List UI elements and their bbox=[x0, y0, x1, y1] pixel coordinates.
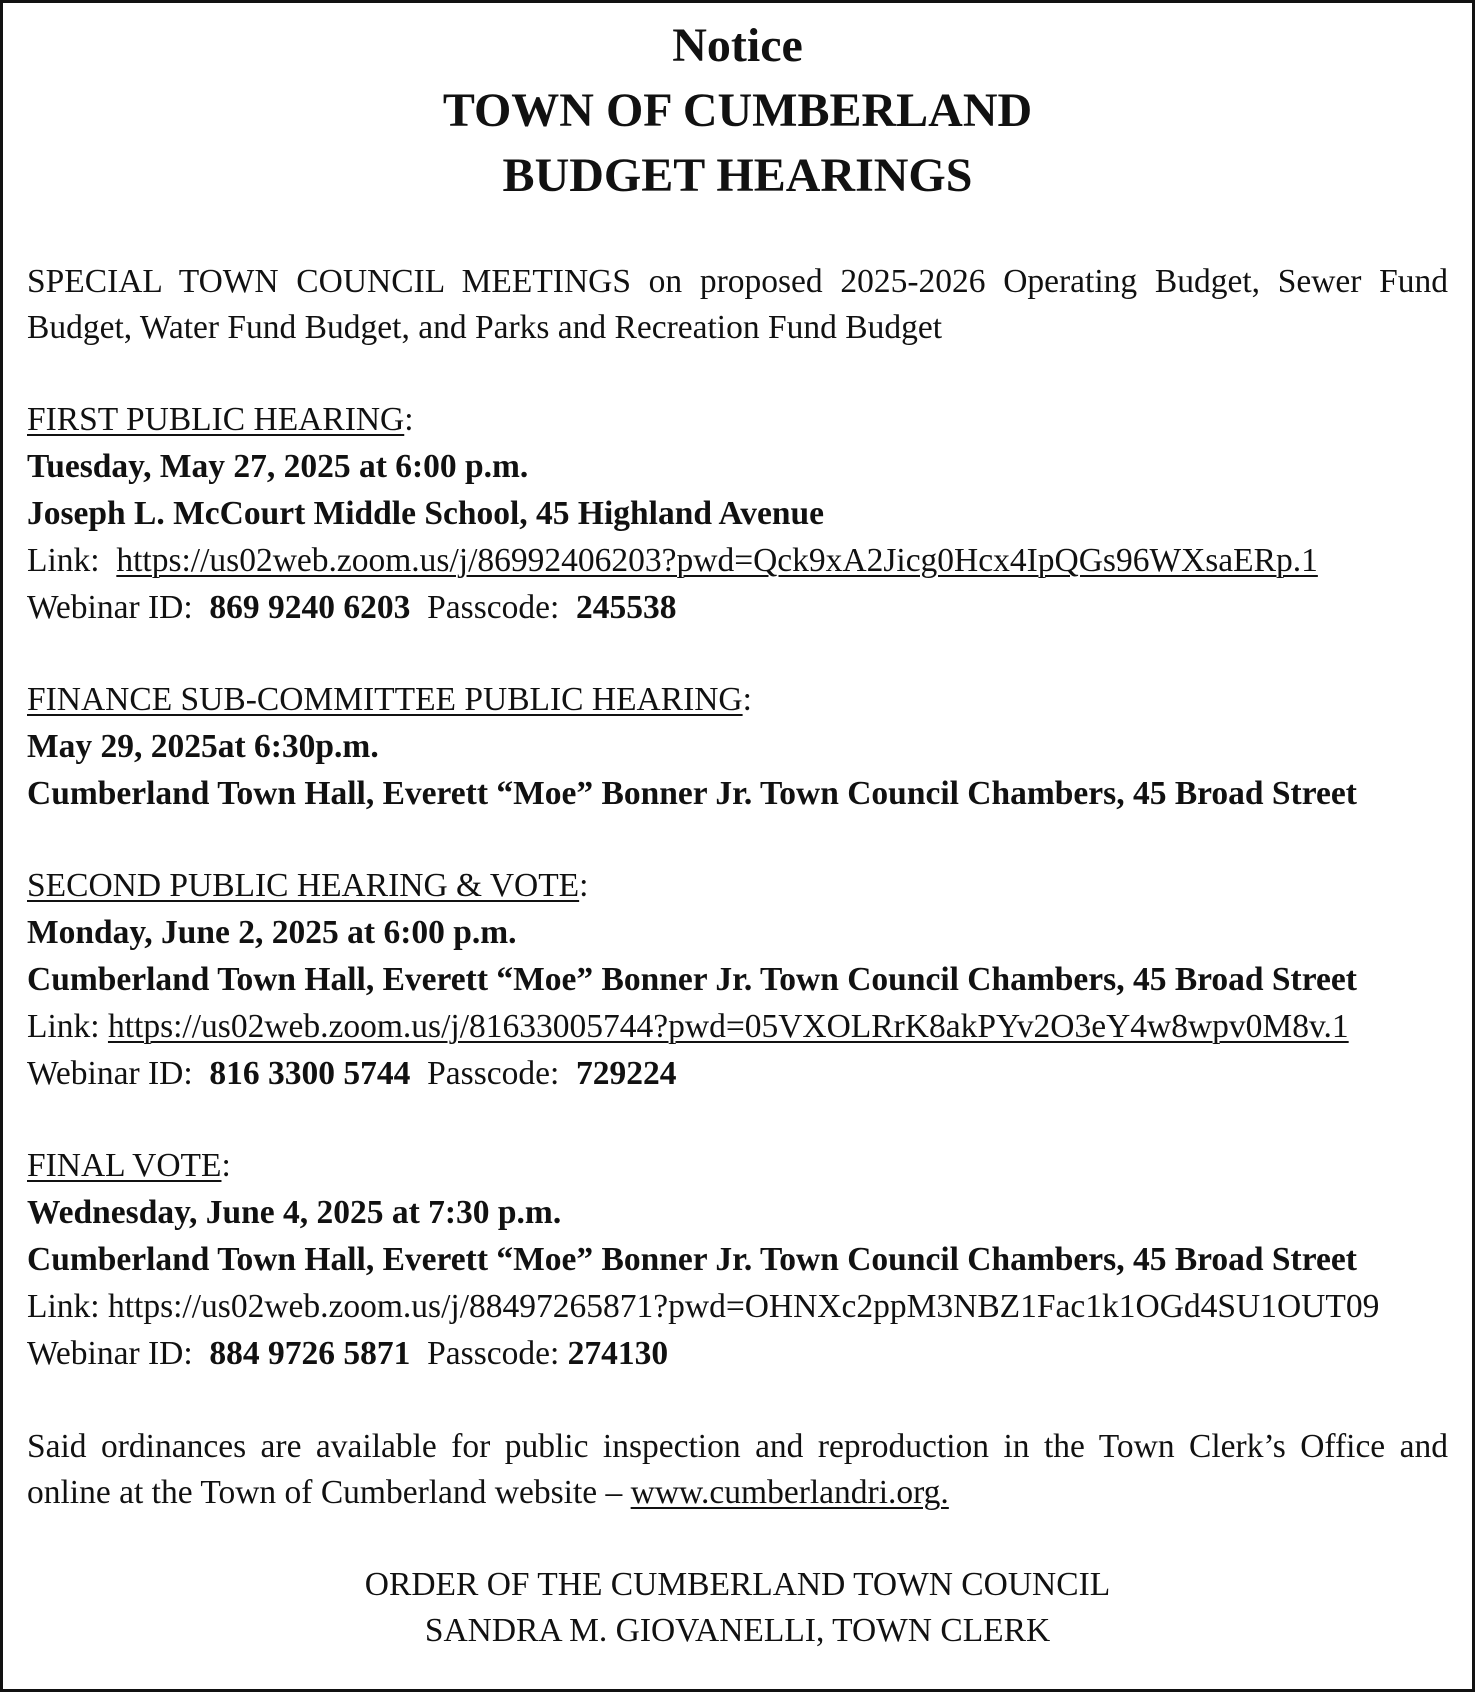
first-hearing-passcode: 245538 bbox=[576, 589, 677, 626]
webinar-label: Webinar ID: bbox=[27, 589, 193, 626]
final-vote-location: Cumberland Town Hall, Everett “Moe” Bonner Jr. Town Council Chambers, 45 Broad Street bbox=[27, 1241, 1357, 1278]
link-label: Link: bbox=[27, 1288, 100, 1325]
first-hearing-webinar-id: 869 9240 6203 bbox=[209, 589, 411, 626]
passcode-label: Passcode: bbox=[427, 589, 560, 626]
heading-colon: : bbox=[579, 867, 589, 904]
heading-colon: : bbox=[742, 681, 752, 718]
first-hearing-location: Joseph L. McCourt Middle School, 45 Highland Avenue bbox=[27, 495, 824, 532]
second-hearing-zoom-link[interactable]: https://us02web.zoom.us/j/81633005744?pwd=05VXOLRrK8akPYv2O3eY4w8wpv0M8v.1 bbox=[107, 1008, 1349, 1045]
first-hearing-date: Tuesday, May 27, 2025 at 6:00 p.m. bbox=[27, 448, 529, 485]
final-vote-date: Wednesday, June 4, 2025 at 7:30 p.m. bbox=[27, 1194, 562, 1231]
first-hearing-heading: FIRST PUBLIC HEARING bbox=[27, 401, 405, 438]
finance-hearing-section bbox=[27, 676, 1448, 817]
website-link[interactable]: www.cumberlandri.org. bbox=[630, 1474, 949, 1511]
webinar-label: Webinar ID: bbox=[27, 1055, 193, 1092]
final-vote-webinar-id: 884 9726 5871 bbox=[209, 1335, 411, 1372]
first-hearing-zoom-link[interactable]: https://us02web.zoom.us/j/86992406203?pwd=Qck9xA2Jicg0Hcx4IpQGs96WXsaERp.1 bbox=[116, 542, 1318, 579]
link-label: Link: bbox=[27, 542, 100, 579]
second-hearing-section bbox=[27, 862, 1448, 1097]
second-hearing-webinar-id: 816 3300 5744 bbox=[209, 1055, 411, 1092]
second-hearing-location: Cumberland Town Hall, Everett “Moe” Bonner Jr. Town Council Chambers, 45 Broad Street bbox=[27, 961, 1357, 998]
heading-colon: : bbox=[404, 401, 414, 438]
order-signature bbox=[27, 1562, 1448, 1654]
closing-text: Said ordinances are available for public inspection and reproduction in the Town Clerk’s Office and online at the Town of Cumberland website – bbox=[27, 1428, 1448, 1511]
second-hearing-passcode: 729224 bbox=[576, 1055, 677, 1092]
passcode-label: Passcode: bbox=[427, 1055, 560, 1092]
passcode-label: Passcode: bbox=[427, 1335, 560, 1372]
closing-paragraph bbox=[27, 1424, 1448, 1516]
heading-colon: : bbox=[221, 1147, 231, 1184]
clerk-line: SANDRA M. GIOVANELLI, TOWN CLERK bbox=[424, 1612, 1051, 1649]
notice-label: Notice bbox=[672, 19, 803, 72]
order-line: ORDER OF THE CUMBERLAND TOWN COUNCIL bbox=[364, 1566, 1111, 1603]
intro-paragraph: SPECIAL TOWN COUNCIL MEETINGS on proposed 2025-2026 Operating Budget, Sewer Fund Budget, Water Fund Budget, and Parks and Recreation Fund Budget bbox=[27, 263, 1448, 346]
first-hearing-section bbox=[27, 396, 1448, 631]
final-vote-heading: FINAL VOTE bbox=[27, 1147, 222, 1184]
finance-hearing-location: Cumberland Town Hall, Everett “Moe” Bonner Jr. Town Council Chambers, 45 Broad Street bbox=[27, 775, 1357, 812]
finance-hearing-date: May 29, 2025at 6:30p.m. bbox=[27, 728, 379, 765]
town-title: TOWN OF CUMBERLAND bbox=[442, 84, 1033, 137]
final-vote-passcode: 274130 bbox=[567, 1335, 669, 1372]
webinar-label: Webinar ID: bbox=[27, 1335, 193, 1372]
final-vote-section bbox=[27, 1142, 1448, 1377]
notice-title: BUDGET HEARINGS bbox=[502, 149, 973, 202]
second-hearing-date: Monday, June 2, 2025 at 6:00 p.m. bbox=[27, 914, 517, 951]
link-label: Link: bbox=[27, 1008, 100, 1045]
finance-hearing-heading: FINANCE SUB-COMMITTEE PUBLIC HEARING bbox=[27, 681, 743, 718]
second-hearing-heading: SECOND PUBLIC HEARING & VOTE bbox=[27, 867, 580, 904]
notice-header bbox=[27, 13, 1448, 208]
final-vote-zoom-link[interactable]: https://us02web.zoom.us/j/88497265871?pwd=OHNXc2ppM3NBZ1Fac1k1OGd4SU1OUT09 bbox=[107, 1288, 1380, 1325]
